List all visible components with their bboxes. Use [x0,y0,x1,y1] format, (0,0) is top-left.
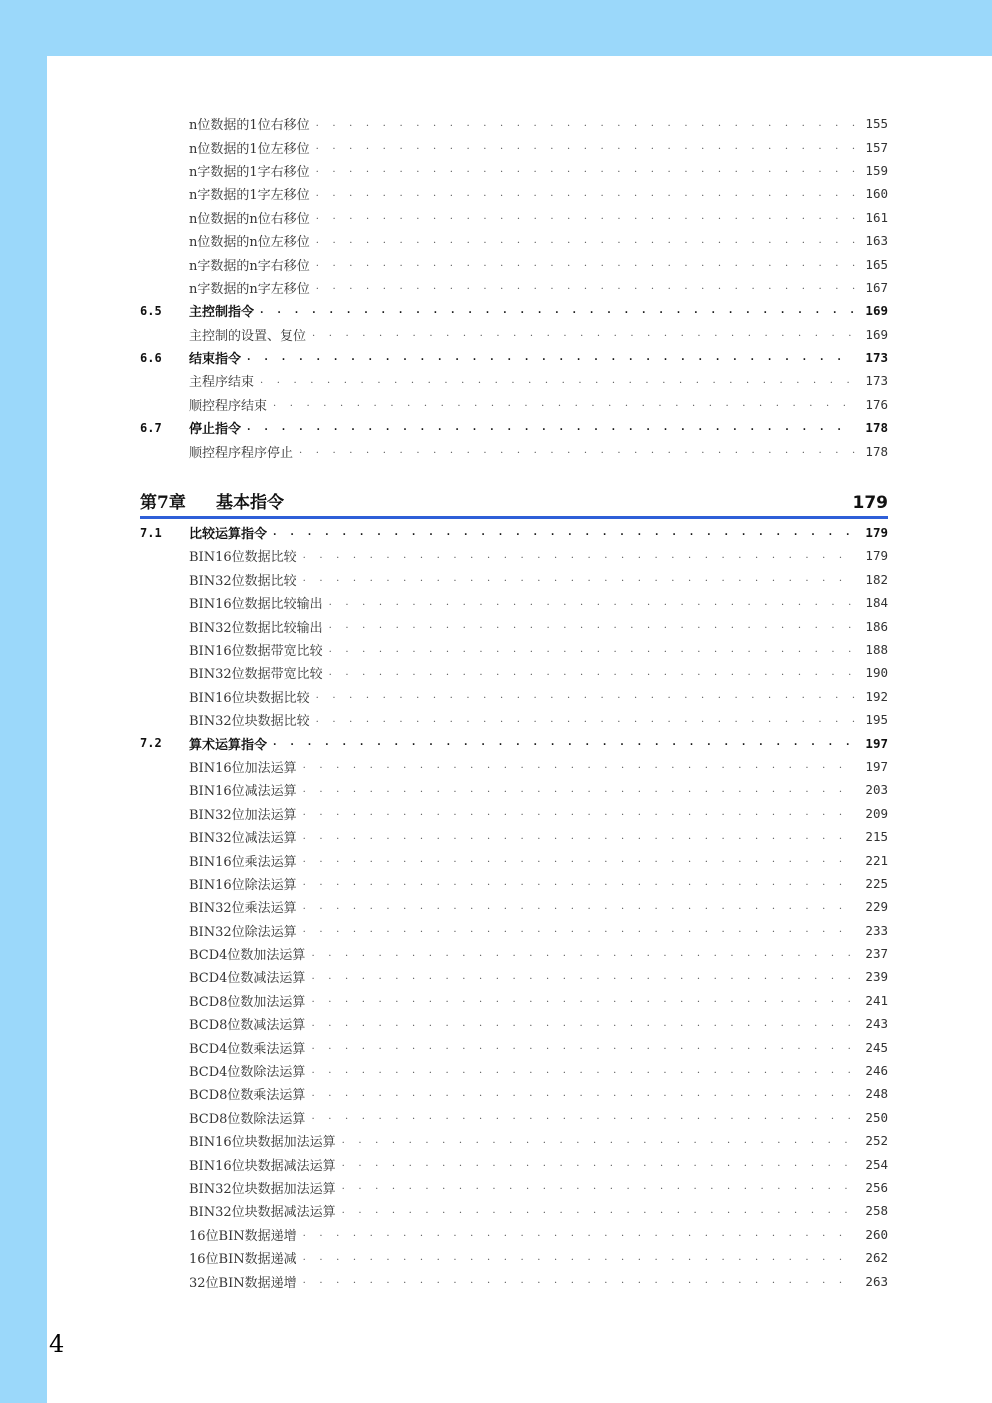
entry-page-number: 197 [865,735,888,751]
toc-entry[interactable] [140,112,888,135]
entry-page-number: 245 [865,1039,888,1055]
entry-page-number: 186 [865,618,888,634]
dot-leader [247,423,855,433]
toc-entry[interactable] [140,989,888,1012]
toc-entry[interactable] [140,825,888,848]
toc-section-entry[interactable] [140,731,888,754]
entry-title: 停止指令 [189,422,242,438]
dot-leader [311,1042,855,1052]
toc-entry[interactable] [140,135,888,158]
entry-page-number: 246 [865,1063,888,1079]
chapter-label: 第7章 [140,492,186,513]
toc-entry[interactable] [140,614,888,637]
dot-leader [311,972,855,982]
entry-title: 主控制指令 [189,305,255,321]
dot-leader [342,1182,856,1192]
entry-title: 顺控程序结束 [189,398,268,414]
dot-leader [311,1019,855,1029]
dot-leader [316,236,856,246]
dot-leader [260,306,855,316]
entry-title: 主控制的设置、复位 [189,328,307,344]
dot-leader [316,282,856,292]
dot-leader [303,1276,856,1286]
dot-leader [273,738,855,748]
entry-title: 16位BIN数据递增 [189,1228,297,1244]
dot-leader [316,212,856,222]
section-number: 7.2 [140,736,162,751]
entry-page-number: 179 [865,525,888,541]
toc-section-entry[interactable] [140,346,888,369]
entry-page-number: 221 [865,852,888,868]
entry-page-number: 179 [865,548,888,564]
entry-page-number: 256 [865,1179,888,1195]
dot-leader [329,668,856,678]
toc-block-chapter-6 [140,112,888,463]
entry-title: BIN16位加法运算 [189,760,297,776]
toc-entry[interactable] [140,778,888,801]
entry-title: 32位BIN数据递增 [189,1275,297,1291]
entry-title: 顺控程序程序停止 [189,445,294,461]
dot-leader [311,995,855,1005]
entry-title: n字数据的1字左移位 [189,188,310,204]
entry-page-number: 184 [865,595,888,611]
toc-entry[interactable] [140,661,888,684]
entry-title: BIN32位数据比较 [189,573,297,589]
entry-title: BIN32位乘法运算 [189,901,297,917]
toc-entry[interactable] [140,159,888,182]
section-number: 6.6 [140,350,162,365]
dot-leader [303,878,856,888]
entry-page-number: 155 [865,116,888,132]
dot-leader [303,551,856,561]
entry-title: BIN16位乘法运算 [189,854,297,870]
chapter-page-number: 179 [852,492,888,513]
toc-entry[interactable] [140,369,888,392]
dot-leader [342,1159,856,1169]
entry-title: BCD8位数减法运算 [189,1018,306,1034]
entry-page-number: 215 [865,829,888,845]
table-of-contents [140,112,888,1293]
toc-entry[interactable] [140,708,888,731]
toc-entry[interactable] [140,685,888,708]
toc-entry[interactable] [140,802,888,825]
toc-entry[interactable] [140,276,888,299]
dot-leader [329,621,856,631]
entry-title: BIN32位减法运算 [189,831,297,847]
entry-title: n字数据的n字左移位 [189,281,310,297]
dot-leader [316,119,856,129]
dot-leader [316,142,856,152]
dot-leader [311,1066,855,1076]
toc-entry[interactable] [140,638,888,661]
toc-entry[interactable] [140,1152,888,1175]
dot-leader [303,925,856,935]
toc-entry[interactable] [140,439,888,462]
toc-entry[interactable] [140,323,888,346]
chapter-heading[interactable] [140,468,888,519]
dot-leader [311,1112,855,1122]
entry-title: BIN32位数据带宽比较 [189,667,323,683]
entry-title: BIN32位块数据加法运算 [189,1181,336,1197]
entry-page-number: 258 [865,1203,888,1219]
toc-entry[interactable] [140,1176,888,1199]
dot-leader [303,902,856,912]
dot-leader [342,1136,856,1146]
entry-title: BIN32位块数据减法运算 [189,1205,336,1221]
dot-leader [299,446,855,456]
entry-page-number: 169 [865,326,888,342]
entry-page-number: 188 [865,642,888,657]
dot-leader [316,715,856,725]
dot-leader [311,1089,855,1099]
entry-page-number: 243 [865,1016,888,1032]
dot-leader [260,376,855,386]
entry-page-number: 197 [865,758,888,774]
entry-page-number: 176 [865,396,888,412]
dot-leader [303,1229,856,1239]
entry-title: BIN16位数据带宽比较 [189,644,323,659]
toc-entry[interactable] [140,229,888,252]
entry-page-number: 241 [865,992,888,1008]
dot-leader [303,808,856,818]
entry-title: n位数据的n位左移位 [189,235,310,251]
entry-title: BCD4位数减法运算 [189,971,306,987]
entry-page-number: 173 [865,350,888,366]
toc-entry[interactable] [140,848,888,871]
entry-page-number: 260 [865,1226,888,1242]
entry-page-number: 169 [865,303,888,319]
entry-page-number: 192 [865,688,888,704]
toc-entry[interactable] [140,1223,888,1246]
toc-entry[interactable] [140,919,888,942]
entry-title: n字数据的n字右移位 [189,258,310,274]
entry-title: BIN16位除法运算 [189,877,297,893]
entry-page-number: 233 [865,922,888,938]
entry-title: BIN16位块数据比较 [189,690,310,706]
dot-leader [311,949,855,959]
entry-title: BCD4位数加法运算 [189,948,306,964]
entry-title: BIN16位数据比较 [189,550,297,566]
dot-leader [303,785,856,795]
entry-page-number: 178 [865,420,888,436]
entry-page-number: 178 [865,443,888,459]
entry-page-number: 195 [865,712,888,728]
entry-page-number: 239 [865,969,888,985]
entry-page-number: 250 [865,1109,888,1125]
toc-section-entry[interactable] [140,416,888,439]
dot-leader [303,832,856,842]
entry-page-number: 161 [865,209,888,225]
entry-title: 结束指令 [189,352,242,368]
entry-page-number: 160 [865,186,888,202]
entry-title: BCD4位数除法运算 [189,1065,306,1081]
chapter-title: 基本指令 [216,492,284,513]
dot-leader [303,855,856,865]
toc-entry[interactable] [140,252,888,275]
entry-title: 比较运算指令 [189,527,268,543]
entry-title: 算术运算指令 [189,737,268,753]
entry-title: BIN16位数据比较输出 [189,597,323,613]
toc-entry[interactable] [140,206,888,229]
entry-page-number: 190 [865,665,888,681]
dot-leader [312,329,855,339]
entry-title: BIN32位加法运算 [189,807,297,823]
toc-entry[interactable] [140,1269,888,1292]
entry-title: BCD4位数乘法运算 [189,1041,306,1057]
entry-page-number: 163 [865,233,888,249]
toc-entry[interactable] [140,591,888,614]
section-number: 6.5 [140,303,162,318]
entry-title: BCD8位数除法运算 [189,1111,306,1127]
entry-title: BCD8位数加法运算 [189,994,306,1010]
entry-page-number: 237 [865,946,888,962]
top-color-band [0,0,992,56]
entry-title: BIN16位减法运算 [189,784,297,800]
toc-entry[interactable] [140,1082,888,1105]
entry-page-number: 248 [865,1086,888,1102]
dot-leader [247,353,855,363]
entry-title: BIN16位块数据减法运算 [189,1158,336,1174]
toc-entry[interactable] [140,393,888,416]
entry-title: BIN32位块数据比较 [189,714,310,730]
toc-entry[interactable] [140,1059,888,1082]
toc-entry[interactable] [140,942,888,965]
toc-entry[interactable] [140,872,888,895]
entry-page-number: 182 [865,571,888,587]
section-number: 6.7 [140,420,162,435]
entry-page-number: 262 [865,1250,888,1266]
toc-entry[interactable] [140,755,888,778]
dot-leader [273,399,855,409]
entry-page-number: 209 [865,805,888,821]
entry-title: BCD8位数乘法运算 [189,1088,306,1104]
dot-leader [316,259,856,269]
toc-section-entry[interactable] [140,521,888,544]
entry-title: n位数据的1位左移位 [189,141,310,157]
page-number: 4 [49,1330,65,1358]
toc-entry[interactable] [140,1012,888,1035]
dot-leader [342,1206,856,1216]
toc-entry[interactable] [140,568,888,591]
entry-title: BIN32位数据比较输出 [189,620,323,636]
dot-leader [303,1253,856,1263]
entry-title: n字数据的1字右移位 [189,164,310,180]
toc-entry[interactable] [140,1035,888,1058]
toc-entry[interactable] [140,182,888,205]
entry-page-number: 263 [865,1273,888,1289]
left-color-band [0,0,47,1403]
entry-title: n位数据的1位右移位 [189,118,310,134]
entry-page-number: 252 [865,1133,888,1149]
toc-block-chapter-7 [140,521,888,1293]
toc-entry[interactable] [140,965,888,988]
dot-leader [316,165,856,175]
entry-page-number: 225 [865,875,888,891]
dot-leader [316,189,856,199]
dot-leader [329,645,856,655]
entry-page-number: 167 [865,279,888,295]
entry-title: BIN16位块数据加法运算 [189,1135,336,1151]
entry-title: 16位BIN数据递减 [189,1252,297,1268]
toc-section-entry[interactable] [140,299,888,322]
entry-page-number: 254 [865,1156,888,1172]
toc-entry[interactable] [140,1199,888,1222]
toc-entry[interactable] [140,1246,888,1269]
entry-title: n位数据的n位右移位 [189,211,310,227]
dot-leader [303,761,856,771]
toc-entry[interactable] [140,544,888,567]
entry-page-number: 229 [865,899,888,915]
toc-entry[interactable] [140,1129,888,1152]
entry-page-number: 165 [865,256,888,272]
entry-title: BIN32位除法运算 [189,924,297,940]
entry-page-number: 173 [865,373,888,389]
dot-leader [316,691,856,701]
toc-entry[interactable] [140,1106,888,1129]
toc-entry[interactable] [140,895,888,918]
entry-page-number: 203 [865,782,888,798]
entry-title: 主程序结束 [189,375,255,391]
entry-page-number: 159 [865,162,888,178]
dot-leader [273,528,855,538]
section-number: 7.1 [140,525,162,540]
dot-leader [329,598,856,608]
dot-leader [303,574,856,584]
entry-page-number: 157 [865,139,888,155]
